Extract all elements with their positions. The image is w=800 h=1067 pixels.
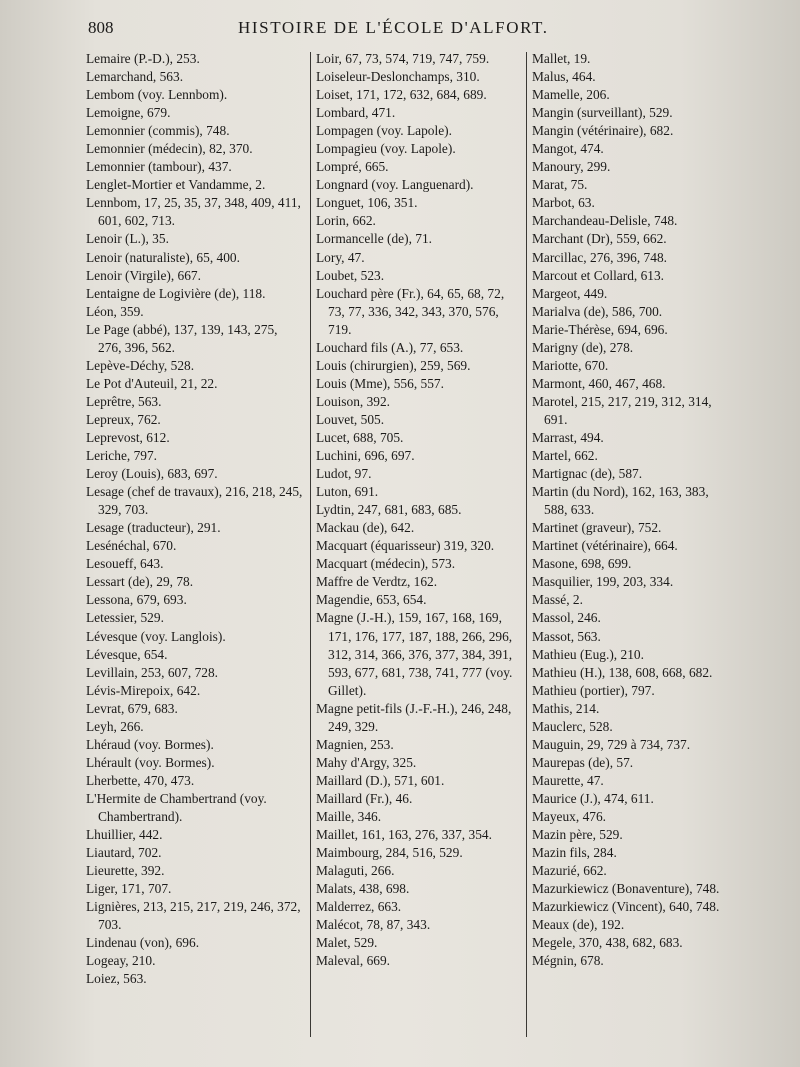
index-entry: Maillard (Fr.), 46. (316, 790, 413, 806)
index-entry: Louison, 392. (316, 393, 391, 409)
index-entry: Le Page (abbé), 137, 139, 143, 275, 276, 396, 562. (86, 321, 278, 355)
index-entry: Marbot, 63. (532, 195, 595, 211)
index-entry: Lesoueff, 643. (86, 556, 164, 572)
index-entry: Louis (chirurgien), 259, 569. (316, 357, 471, 373)
index-entry: Marcillac, 276, 396, 748. (532, 249, 667, 265)
index-entry: Lesénéchal, 670. (86, 538, 177, 554)
index-entry: Lemarchand, 563. (86, 69, 184, 85)
index-entry: Liautard, 702. (86, 845, 162, 861)
index-entry: Mangot, 474. (532, 141, 604, 157)
index-entry: Lorin, 662. (316, 213, 376, 229)
index-entry: Maurice (J.), 474, 611. (532, 790, 654, 806)
index-entry: Lepreux, 762. (86, 411, 161, 427)
index-entry: Lévis-Mirepoix, 642. (86, 682, 201, 698)
column-divider (526, 52, 527, 1037)
index-entry: Magendie, 653, 654. (316, 592, 427, 608)
index-entry: Mallet, 19. (532, 51, 591, 66)
index-entry: Lhéraud (voy. Bormes). (86, 736, 214, 752)
index-entry: Malderrez, 663. (316, 899, 402, 915)
index-entry: Mathieu (Eug.), 210. (532, 646, 644, 662)
index-entry: Loiez, 563. (86, 971, 147, 987)
index-entry: Leroy (Louis), 683, 697. (86, 466, 218, 482)
index-entry: Levrat, 679, 683. (86, 700, 178, 716)
index-entry: Logeay, 210. (86, 953, 156, 969)
index-entry: L'Hermite de Chambertrand (voy. Chambertrand). (86, 790, 267, 824)
index-entry: Lesage (chef de travaux), 216, 218, 245, 329, 703. (86, 484, 303, 518)
index-entry: Loiset, 171, 172, 632, 684, 689. (316, 87, 487, 103)
index-entry: Mauclerc, 528. (532, 718, 613, 734)
index-entry: Martinet (vétérinaire), 664. (532, 538, 678, 554)
index-entry: Lennbom, 17, 25, 35, 37, 348, 409, 411, 601, 602, 713. (86, 195, 301, 229)
index-entry: Louchard fils (A.), 77, 653. (316, 339, 464, 355)
index-entry: Mackau (de), 642. (316, 520, 415, 536)
index-entry: Martignac (de), 587. (532, 466, 643, 482)
index-entry: Lompagen (voy. Lapole). (316, 123, 452, 139)
index-entry: Loiseleur-Deslonchamps, 310. (316, 69, 480, 85)
index-entry: Magnien, 253. (316, 736, 394, 752)
index-entry: Meaux (de), 192. (532, 917, 625, 933)
index-entry: Malaguti, 266. (316, 863, 395, 879)
index-entry: Marchandeau-Delisle, 748. (532, 213, 678, 229)
index-entry: Letessier, 529. (86, 610, 164, 626)
index-column-2 (316, 50, 521, 970)
index-entry: Marrast, 494. (532, 429, 604, 445)
index-entry: Lemonnier (médecin), 82, 370. (86, 141, 253, 157)
index-entry: Lepève-Déchy, 528. (86, 357, 195, 373)
index-entry: Marat, 75. (532, 177, 588, 193)
index-entry: Massot, 563. (532, 628, 601, 644)
index-entry: Megele, 370, 438, 682, 683. (532, 935, 683, 951)
index-entry: Marmont, 460, 467, 468. (532, 375, 666, 391)
index-entry: Lenoir (L.), 35. (86, 231, 169, 247)
index-entry: Lesage (traducteur), 291. (86, 520, 221, 536)
index-column-3 (532, 50, 732, 970)
index-entry: Lieurette, 392. (86, 863, 165, 879)
index-entry: Mangin (vétérinaire), 682. (532, 123, 674, 139)
index-entry: Mangin (surveillant), 529. (532, 105, 673, 121)
index-entry: Longnard (voy. Languenard). (316, 177, 474, 193)
index-entry: Loubet, 523. (316, 267, 385, 283)
index-entry: Marie-Thérèse, 694, 696. (532, 321, 668, 337)
index-entry: Martin (du Nord), 162, 163, 383, 588, 633. (532, 484, 709, 518)
index-entry: Lemonnier (commis), 748. (86, 123, 230, 139)
index-entry: Lompagieu (voy. Lapole). (316, 141, 456, 157)
index-entry: Lenoir (Virgile), 667. (86, 267, 201, 283)
index-entry: Louchard père (Fr.), 64, 65, 68, 72, 73, 77, 336, 342, 343, 370, 576, 719. (316, 285, 505, 337)
index-columns (86, 50, 726, 1050)
index-entry: Lompré, 665. (316, 159, 389, 175)
index-entry: Louvet, 505. (316, 411, 385, 427)
index-entry: Lindenau (von), 696. (86, 935, 200, 951)
index-entry: Martinet (graveur), 752. (532, 520, 662, 536)
index-entry: Massé, 2. (532, 592, 583, 608)
index-entry: Lherbette, 470, 473. (86, 772, 195, 788)
index-entry: Lessona, 679, 693. (86, 592, 187, 608)
index-entry: Maimbourg, 284, 516, 529. (316, 845, 463, 861)
index-entry: Manoury, 299. (532, 159, 611, 175)
index-entry: Malécot, 78, 87, 343. (316, 917, 431, 933)
index-entry: Lenoir (naturaliste), 65, 400. (86, 249, 240, 265)
page-number: 808 (88, 18, 114, 37)
index-entry: Leprêtre, 563. (86, 393, 162, 409)
index-entry: Mazurié, 662. (532, 863, 607, 879)
index-entry: Leyh, 266. (86, 718, 144, 734)
index-entry: Mathis, 214. (532, 700, 600, 716)
index-entry: Lenglet-Mortier et Vandamme, 2. (86, 177, 266, 193)
index-entry: Masquilier, 199, 203, 334. (532, 574, 674, 590)
index-entry: Luchini, 696, 697. (316, 448, 415, 464)
index-entry: Leriche, 797. (86, 448, 158, 464)
index-entry: Luton, 691. (316, 484, 379, 500)
index-entry: Lemonnier (tambour), 437. (86, 159, 232, 175)
index-entry: Marchant (Dr), 559, 662. (532, 231, 667, 247)
index-entry: Mamelle, 206. (532, 87, 610, 103)
index-entry: Leprevost, 612. (86, 429, 170, 445)
index-entry: Maleval, 669. (316, 953, 391, 969)
column-divider (310, 52, 311, 1037)
index-entry: Mathieu (portier), 797. (532, 682, 655, 698)
index-entry: Mathieu (H.), 138, 608, 668, 682. (532, 664, 713, 680)
index-entry: Maurepas (de), 57. (532, 754, 634, 770)
index-entry: Malet, 529. (316, 935, 378, 951)
index-entry: Malats, 438, 698. (316, 881, 410, 897)
index-entry: Marigny (de), 278. (532, 339, 634, 355)
index-entry: Maille, 346. (316, 808, 382, 824)
index-entry: Macquart (médecin), 573. (316, 556, 456, 572)
index-entry: Lemaire (P.-D.), 253. (86, 51, 200, 66)
index-entry: Massol, 246. (532, 610, 601, 626)
index-entry: Mégnin, 678. (532, 953, 604, 969)
index-entry: Lombard, 471. (316, 105, 396, 121)
index-entry: Marotel, 215, 217, 219, 312, 314, 691. (532, 393, 712, 427)
index-entry: Mazin père, 529. (532, 827, 623, 843)
index-column-1 (86, 50, 304, 988)
index-entry: Mahy d'Argy, 325. (316, 754, 417, 770)
index-entry: Mazin fils, 284. (532, 845, 617, 861)
page-header (88, 14, 726, 42)
index-entry: Lydtin, 247, 681, 683, 685. (316, 502, 462, 518)
index-entry: Mazurkiewicz (Bonaventure), 748. (532, 881, 720, 897)
index-entry: Malus, 464. (532, 69, 596, 85)
index-entry: Levillain, 253, 607, 728. (86, 664, 219, 680)
index-entry: Mariotte, 670. (532, 357, 609, 373)
index-entry: Le Pot d'Auteuil, 21, 22. (86, 375, 218, 391)
index-entry: Marialva (de), 586, 700. (532, 303, 663, 319)
index-entry: Lignières, 213, 215, 217, 219, 246, 372, 703. (86, 899, 301, 933)
index-entry: Magne (J.-H.), 159, 167, 168, 169, 171, 176, 177, 187, 188, 266, 296, 312, 314, 366, 376, 377, 384, 391, 593, 677, 681, 738, 741, 777 (voy. Gillet). (316, 610, 513, 698)
index-entry: Loir, 67, 73, 574, 719, 747, 759. (316, 51, 490, 66)
index-entry: Masone, 698, 699. (532, 556, 632, 572)
index-entry: Mauguin, 29, 729 à 734, 737. (532, 736, 691, 752)
index-entry: Lévesque (voy. Langlois). (86, 628, 226, 644)
index-entry: Macquart (équarisseur) 319, 320. (316, 538, 495, 554)
index-entry: Maillard (D.), 571, 601. (316, 772, 445, 788)
index-entry: Magne petit-fils (J.-F.-H.), 246, 248, 249, 329. (316, 700, 512, 734)
index-entry: Lhuillier, 442. (86, 827, 163, 843)
index-entry: Lévesque, 654. (86, 646, 168, 662)
index-entry: Lormancelle (de), 71. (316, 231, 432, 247)
index-entry: Martel, 662. (532, 448, 598, 464)
running-title: HISTOIRE DE L'ÉCOLE D'ALFORT. (238, 18, 549, 37)
index-entry: Lessart (de), 29, 78. (86, 574, 194, 590)
index-entry: Maffre de Verdtz, 162. (316, 574, 438, 590)
index-entry: Lhérault (voy. Bormes). (86, 754, 215, 770)
index-entry: Lemoigne, 679. (86, 105, 171, 121)
index-entry: Léon, 359. (86, 303, 144, 319)
index-entry: Maillet, 161, 163, 276, 337, 354. (316, 827, 492, 843)
index-entry: Marcout et Collard, 613. (532, 267, 665, 283)
index-entry: Maurette, 47. (532, 772, 604, 788)
index-entry: Louis (Mme), 556, 557. (316, 375, 444, 391)
index-entry: Ludot, 97. (316, 466, 372, 482)
index-entry: Mayeux, 476. (532, 808, 607, 824)
index-entry: Liger, 171, 707. (86, 881, 172, 897)
index-entry: Lory, 47. (316, 249, 365, 265)
index-entry: Lucet, 688, 705. (316, 429, 404, 445)
index-entry: Mazurkiewicz (Vincent), 640, 748. (532, 899, 720, 915)
index-entry: Longuet, 106, 351. (316, 195, 418, 211)
index-entry: Lembom (voy. Lennbom). (86, 87, 228, 103)
index-entry: Margeot, 449. (532, 285, 608, 301)
index-entry: Lentaigne de Logivière (de), 118. (86, 285, 266, 301)
